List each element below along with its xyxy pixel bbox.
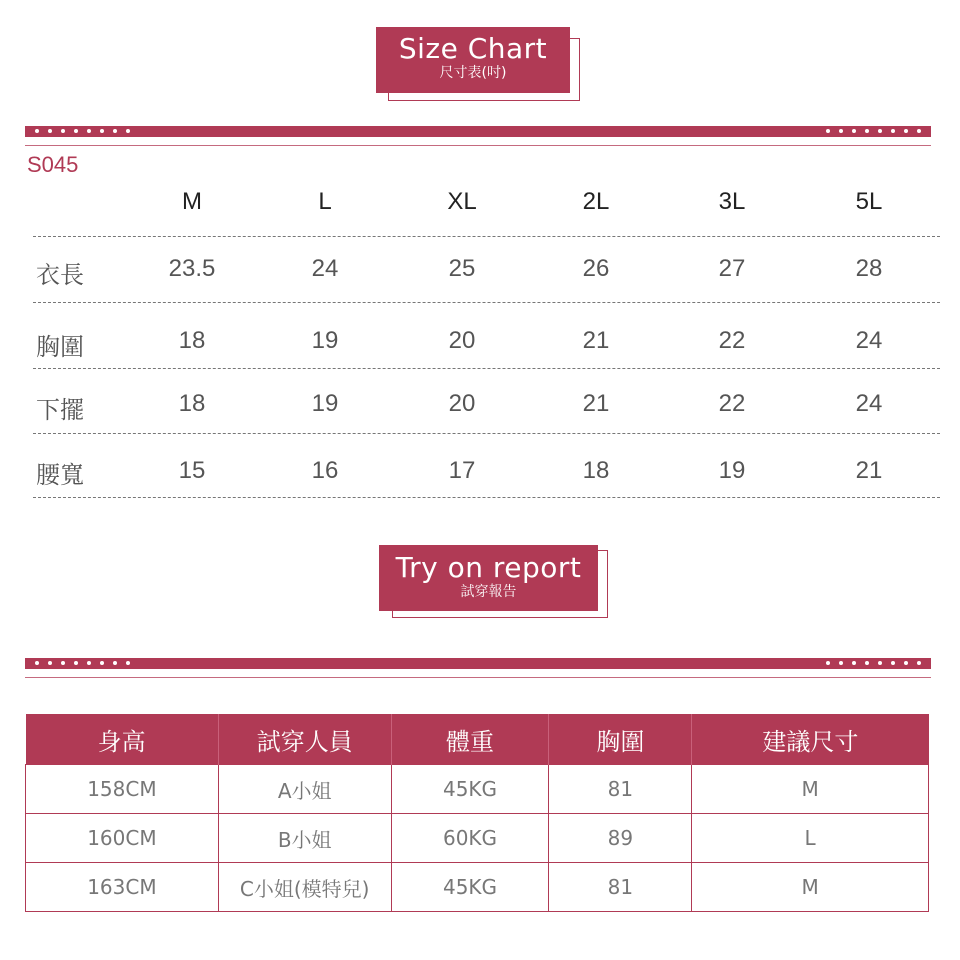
table-row bbox=[26, 765, 929, 814]
cell-chest: 89 bbox=[549, 814, 692, 863]
cell: 19 bbox=[311, 390, 339, 417]
cell: 18 bbox=[178, 327, 206, 354]
size-chart-title: Size Chart bbox=[398, 32, 548, 65]
cell: 24 bbox=[855, 390, 883, 417]
row-label-chest: 胸圍 bbox=[36, 333, 84, 361]
row-separator bbox=[33, 368, 940, 369]
try-on-subtitle: 試穿報告 bbox=[460, 584, 517, 600]
header-height: 身高 bbox=[26, 714, 219, 765]
table-row bbox=[26, 814, 929, 863]
cell: 24 bbox=[311, 255, 339, 282]
size-header-l: L bbox=[318, 188, 332, 215]
cell: 19 bbox=[311, 327, 339, 354]
header-chest: 胸圍 bbox=[549, 714, 692, 765]
cell: 16 bbox=[311, 457, 339, 484]
cell-height: 163CM bbox=[26, 863, 219, 912]
size-header-2l: 2L bbox=[582, 188, 610, 215]
row-label-hem: 下擺 bbox=[36, 396, 84, 424]
cell-chest: 81 bbox=[549, 863, 692, 912]
cell: 27 bbox=[718, 255, 746, 282]
product-code: S045 bbox=[27, 152, 79, 177]
cell: 17 bbox=[448, 457, 476, 484]
divider-dots-right bbox=[826, 129, 921, 134]
cell-height: 160CM bbox=[26, 814, 219, 863]
header-model: 試穿人員 bbox=[218, 714, 391, 765]
cell-model: C小姐(模特兒) bbox=[218, 863, 391, 912]
row-separator bbox=[33, 302, 940, 303]
cell: 22 bbox=[718, 327, 746, 354]
cell: 20 bbox=[448, 327, 476, 354]
cell: 22 bbox=[718, 390, 746, 417]
cell: 20 bbox=[448, 390, 476, 417]
cell: 15 bbox=[178, 457, 206, 484]
cell-suggested-size: M bbox=[692, 765, 929, 814]
try-on-header-row bbox=[26, 714, 929, 765]
row-label-waist: 腰寬 bbox=[36, 461, 84, 489]
size-header-m: M bbox=[182, 188, 202, 215]
size-header-3l: 3L bbox=[718, 188, 746, 215]
table-row bbox=[26, 863, 929, 912]
row-separator bbox=[33, 433, 940, 434]
cell-suggested-size: L bbox=[692, 814, 929, 863]
cell: 23.5 bbox=[168, 255, 216, 282]
try-on-badge bbox=[379, 545, 598, 611]
cell-weight: 60KG bbox=[391, 814, 549, 863]
cell-weight: 45KG bbox=[391, 765, 549, 814]
cell: 18 bbox=[178, 390, 206, 417]
cell: 21 bbox=[855, 457, 883, 484]
size-chart-divider bbox=[25, 126, 931, 137]
cell-model: B小姐 bbox=[218, 814, 391, 863]
size-header-5l: 5L bbox=[855, 188, 883, 215]
row-label-length: 衣長 bbox=[36, 261, 84, 289]
divider-dots-left bbox=[35, 661, 130, 666]
cell-suggested-size: M bbox=[692, 863, 929, 912]
cell-chest: 81 bbox=[549, 765, 692, 814]
cell-model: A小姐 bbox=[218, 765, 391, 814]
size-header-xl: XL bbox=[447, 188, 477, 215]
cell: 24 bbox=[855, 327, 883, 354]
cell: 25 bbox=[448, 255, 476, 282]
cell-height: 158CM bbox=[26, 765, 219, 814]
cell-weight: 45KG bbox=[391, 863, 549, 912]
size-chart-badge bbox=[376, 27, 570, 93]
cell: 18 bbox=[582, 457, 610, 484]
row-separator bbox=[33, 236, 940, 237]
try-on-table bbox=[25, 714, 929, 912]
header-suggested-size: 建議尺寸 bbox=[692, 714, 929, 765]
try-on-divider bbox=[25, 658, 931, 669]
size-chart-divider-line bbox=[25, 145, 931, 146]
cell: 21 bbox=[582, 390, 610, 417]
size-chart-subtitle: 尺寸表(吋) bbox=[439, 65, 507, 81]
header-weight: 體重 bbox=[391, 714, 549, 765]
cell: 28 bbox=[855, 255, 883, 282]
cell: 21 bbox=[582, 327, 610, 354]
cell: 19 bbox=[718, 457, 746, 484]
row-separator bbox=[33, 497, 940, 498]
divider-dots-right bbox=[826, 661, 921, 666]
try-on-divider-line bbox=[25, 677, 931, 678]
cell: 26 bbox=[582, 255, 610, 282]
divider-dots-left bbox=[35, 129, 130, 134]
try-on-title: Try on report bbox=[395, 551, 582, 584]
